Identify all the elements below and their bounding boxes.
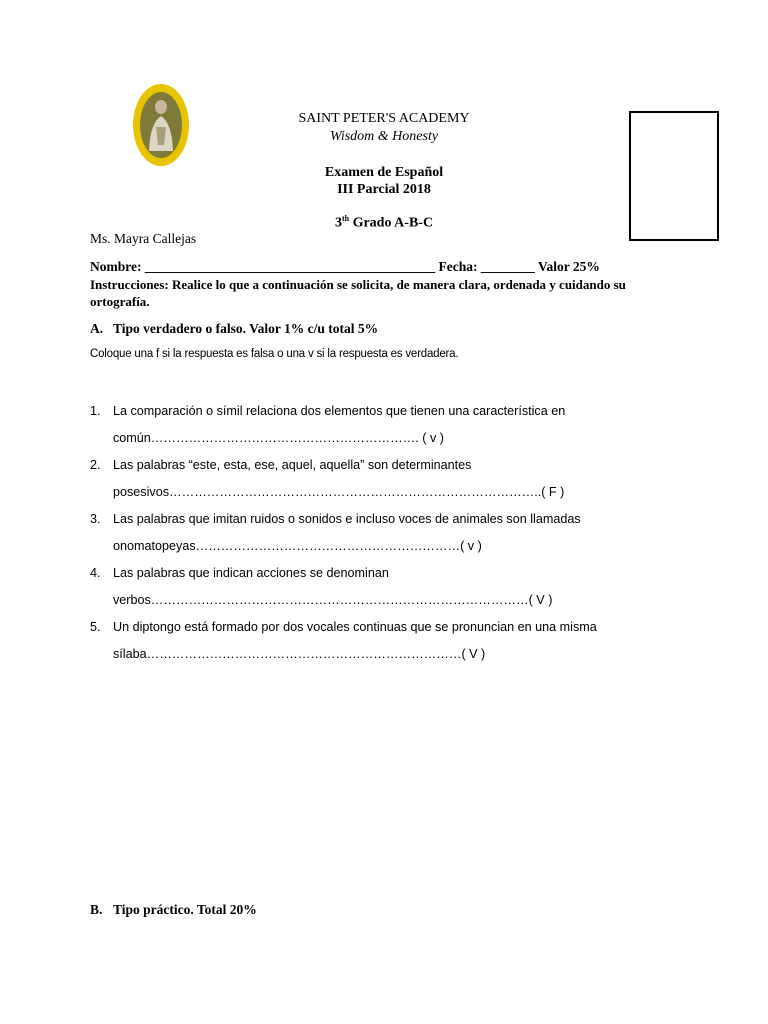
list-item: 3. Las palabras que imitan ruidos o sonidos e incluso voces de animales son llamadas onomatopeyas………………………………………………………( v ) bbox=[90, 512, 581, 553]
photo-box bbox=[629, 111, 719, 241]
section-a-instructions: Coloque una f si la respuesta es falsa o una v si la respuesta es verdadera. bbox=[90, 348, 459, 360]
section-a-heading: A. Tipo verdadero o falso. Valor 1% c/u total 5% bbox=[90, 321, 379, 336]
exam-partial: III Parcial 2018 bbox=[337, 182, 431, 197]
instructions: Instrucciones: Realice lo que a continuación se solicita, de manera clara, ordenada y cuidando su ortografía. bbox=[90, 277, 626, 309]
school-motto: Wisdom & Honesty bbox=[329, 129, 439, 144]
exam-grade: 3th Grado A-B-C bbox=[334, 214, 434, 231]
list-item: 4. Las palabras que indican acciones se denominan verbos………………………………………………………………………………( V ) bbox=[90, 566, 553, 607]
true-false-list bbox=[90, 398, 678, 668]
section-b-heading: B. Tipo práctico. Total 20% bbox=[90, 902, 257, 917]
student-fields-line: Nombre: ___________________________________________ Fecha: ________ Valor 25% bbox=[90, 259, 600, 274]
exam-title: Examen de Español bbox=[324, 165, 444, 180]
school-name: SAINT PETER'S ACADEMY bbox=[298, 111, 470, 126]
teacher-name: Ms. Mayra Callejas bbox=[90, 231, 197, 246]
list-item: 5. Un diptongo está formado por dos vocales continuas que se pronuncian en una misma sílaba…………………………………………………………………( V ) bbox=[90, 620, 597, 661]
list-item: 2. Las palabras “este, esta, ese, aquel, aquella” son determinantes posesivos……………………………………………………………………………..( F ) bbox=[90, 458, 565, 499]
list-item: 1. La comparación o símil relaciona dos elementos que tienen una característica en común………………………………………………………. ( v ) bbox=[90, 404, 566, 445]
